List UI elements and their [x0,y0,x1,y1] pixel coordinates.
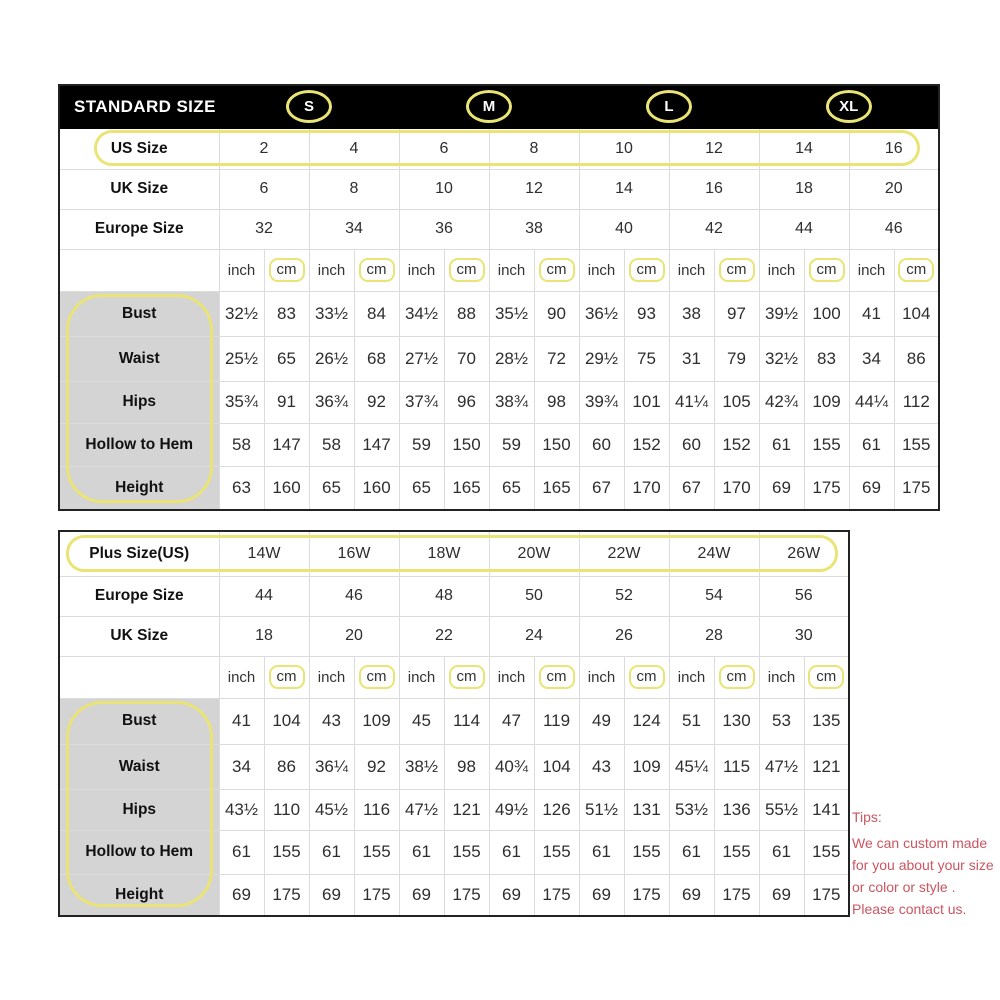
measurement-row [59,336,939,381]
unit-cell-cm [444,656,489,698]
measurement-cell: 69 [669,874,714,916]
measurement-cell: 83 [264,291,309,336]
measurement-cell: 90 [534,291,579,336]
row-label: Hollow to Hem [59,423,219,466]
measurement-cell: 42¾ [759,381,804,423]
measurement-cell: 39¾ [579,381,624,423]
measurement-row [59,789,849,830]
size-cell: 24 [489,616,579,656]
measurement-cell: 88 [444,291,489,336]
measurement-cell: 49½ [489,789,534,830]
measurement-cell: 47 [489,698,534,744]
measurement-cell: 61 [579,830,624,874]
row-label: Hollow to Hem [59,830,219,874]
measurement-cell: 51 [669,698,714,744]
size-group-badge: L [646,90,692,123]
measurement-cell: 38 [669,291,714,336]
measurement-row [59,874,849,916]
size-cell: 22 [399,616,489,656]
measurement-cell: 147 [264,423,309,466]
size-cell: 6 [219,169,309,209]
unit-cell-inch: inch [399,249,444,291]
size-cell: 10 [399,169,489,209]
measurement-cell: 69 [759,874,804,916]
measurement-cell: 155 [804,423,849,466]
measurement-cell: 98 [444,744,489,789]
measurement-cell: 35¾ [219,381,264,423]
cm-highlight-box: cm [449,665,485,688]
measurement-cell: 121 [804,744,849,789]
measurement-cell: 100 [804,291,849,336]
measurement-cell: 101 [624,381,669,423]
measurement-cell: 69 [399,874,444,916]
unit-cell-inch: inch [219,249,264,291]
measurement-cell: 141 [804,789,849,830]
unit-cell-inch: inch [579,656,624,698]
measurement-cell: 39½ [759,291,804,336]
measurement-row [59,744,849,789]
measurement-cell: 58 [309,423,354,466]
measurement-cell: 61 [219,830,264,874]
unit-cell-inch: inch [219,656,264,698]
measurement-cell: 175 [444,874,489,916]
measurement-cell: 47½ [399,789,444,830]
measurement-cell: 60 [669,423,714,466]
cm-highlight-box: cm [629,258,665,281]
measurement-cell: 150 [534,423,579,466]
size-cell: 16W [309,531,399,576]
size-cell: 28 [669,616,759,656]
row-label: Europe Size [59,576,219,616]
size-cell: 36 [399,209,489,249]
row-label-empty [59,249,219,291]
measurement-row [59,830,849,874]
measurement-cell: 61 [759,423,804,466]
measurement-cell: 61 [669,830,714,874]
row-label: Height [59,874,219,916]
measurement-cell: 41¼ [669,381,714,423]
measurement-cell: 41 [219,698,264,744]
measurement-cell: 65 [309,466,354,510]
row-label: Bust [59,698,219,744]
measurement-cell: 67 [579,466,624,510]
size-cell: 14 [759,128,849,169]
tips-line: for you about your size [852,857,994,873]
row-label: UK Size [59,169,219,209]
measurement-cell: 45¼ [669,744,714,789]
measurement-cell: 152 [714,423,759,466]
unit-cell-cm [264,656,309,698]
measurement-cell: 175 [534,874,579,916]
size-cell: 24W [669,531,759,576]
measurement-cell: 84 [354,291,399,336]
unit-cell-cm [714,656,759,698]
unit-cell-cm [534,656,579,698]
measurement-cell: 55½ [759,789,804,830]
tips-note [852,806,1000,920]
size-group-badge: S [286,90,332,123]
measurement-cell: 45 [399,698,444,744]
cm-highlight-box: cm [629,665,665,688]
size-cell: 54 [669,576,759,616]
size-cell: 46 [849,209,939,249]
measurement-cell: 53 [759,698,804,744]
cm-highlight-box: cm [269,665,305,688]
size-cell: 14W [219,531,309,576]
tips-title: Tips: [852,809,882,825]
size-cell: 4 [309,128,399,169]
measurement-cell: 109 [354,698,399,744]
size-group-badge: M [466,90,512,123]
measurement-cell: 36¼ [309,744,354,789]
measurement-cell: 25½ [219,336,264,381]
measurement-cell: 160 [264,466,309,510]
measurement-cell: 110 [264,789,309,830]
measurement-cell: 109 [804,381,849,423]
measurement-cell: 69 [489,874,534,916]
measurement-cell: 98 [534,381,579,423]
measurement-cell: 61 [759,830,804,874]
measurement-cell: 38½ [399,744,444,789]
size-cell: 18W [399,531,489,576]
measurement-cell: 61 [489,830,534,874]
measurement-cell: 130 [714,698,759,744]
measurement-cell: 59 [489,423,534,466]
cm-highlight-box: cm [719,258,755,281]
table-title: STANDARD SIZE [59,85,219,128]
measurement-cell: 72 [534,336,579,381]
measurement-cell: 69 [759,466,804,510]
measurement-cell: 155 [804,830,849,874]
measurement-cell: 121 [444,789,489,830]
cm-highlight-box: cm [269,258,305,281]
size-cell: 16 [669,169,759,209]
size-group-cell [219,85,399,128]
measurement-cell: 91 [264,381,309,423]
measurement-cell: 131 [624,789,669,830]
measurement-cell: 35½ [489,291,534,336]
cm-highlight-box: cm [719,665,755,688]
row-label: Waist [59,744,219,789]
size-row [59,128,939,169]
unit-cell-inch: inch [759,249,804,291]
tips-line: We can custom made [852,835,988,851]
measurement-row [59,423,939,466]
measurement-cell: 53½ [669,789,714,830]
measurement-cell: 69 [579,874,624,916]
unit-cell-cm [804,656,849,698]
measurement-row [59,698,849,744]
size-cell: 44 [219,576,309,616]
unit-cell-inch: inch [579,249,624,291]
measurement-cell: 136 [714,789,759,830]
size-cell: 6 [399,128,489,169]
measurement-cell: 67 [669,466,714,510]
size-row [59,531,849,576]
measurement-cell: 175 [894,466,939,510]
measurement-cell: 61 [399,830,444,874]
row-label: Europe Size [59,209,219,249]
size-row [59,616,849,656]
unit-cell-cm [534,249,579,291]
measurement-cell: 93 [624,291,669,336]
measurement-cell: 43½ [219,789,264,830]
unit-cell-cm [894,249,939,291]
measurement-cell: 165 [444,466,489,510]
size-cell: 12 [669,128,759,169]
unit-cell-inch: inch [759,656,804,698]
measurement-cell: 69 [849,466,894,510]
measurement-row [59,291,939,336]
measurement-cell: 155 [714,830,759,874]
row-label: Hips [59,381,219,423]
measurement-cell: 175 [804,466,849,510]
size-cell: 8 [309,169,399,209]
size-cell: 22W [579,531,669,576]
size-cell: 32 [219,209,309,249]
measurement-cell: 36¾ [309,381,354,423]
size-row [59,169,939,209]
size-cell: 12 [489,169,579,209]
measurement-cell: 105 [714,381,759,423]
measurement-cell: 70 [444,336,489,381]
measurement-cell: 63 [219,466,264,510]
measurement-cell: 147 [354,423,399,466]
measurement-cell: 160 [354,466,399,510]
measurement-cell: 36½ [579,291,624,336]
row-label: Plus Size(US) [59,531,219,576]
measurement-cell: 155 [894,423,939,466]
cm-highlight-box: cm [898,258,934,281]
size-group-cell [759,85,939,128]
measurement-cell: 44¼ [849,381,894,423]
measurement-cell: 68 [354,336,399,381]
measurement-cell: 175 [714,874,759,916]
size-cell: 48 [399,576,489,616]
measurement-cell: 32½ [219,291,264,336]
cm-highlight-box: cm [809,258,845,281]
measurement-cell: 124 [624,698,669,744]
measurement-cell: 170 [624,466,669,510]
measurement-cell: 109 [624,744,669,789]
size-cell: 46 [309,576,399,616]
cm-highlight-box: cm [359,665,395,688]
size-group-cell [579,85,759,128]
measurement-cell: 31 [669,336,714,381]
measurement-cell: 119 [534,698,579,744]
measurement-cell: 29½ [579,336,624,381]
size-cell: 20W [489,531,579,576]
measurement-cell: 27½ [399,336,444,381]
measurement-cell: 155 [264,830,309,874]
row-label-empty [59,656,219,698]
measurement-cell: 155 [534,830,579,874]
measurement-cell: 152 [624,423,669,466]
unit-cell-cm [264,249,309,291]
size-cell: 20 [849,169,939,209]
measurement-cell: 75 [624,336,669,381]
row-label: Waist [59,336,219,381]
measurement-cell: 155 [624,830,669,874]
measurement-cell: 26½ [309,336,354,381]
size-row [59,576,849,616]
measurement-cell: 92 [354,381,399,423]
unit-cell-cm [714,249,759,291]
table-header-bar [59,85,939,128]
measurement-row [59,466,939,510]
measurement-cell: 34 [219,744,264,789]
measurement-cell: 34½ [399,291,444,336]
measurement-cell: 59 [399,423,444,466]
measurement-cell: 69 [309,874,354,916]
measurement-cell: 150 [444,423,489,466]
measurement-cell: 83 [804,336,849,381]
standard-size-table [58,84,940,511]
measurement-cell: 165 [534,466,579,510]
unit-cell-inch: inch [309,656,354,698]
measurement-cell: 69 [219,874,264,916]
measurement-cell: 155 [444,830,489,874]
unit-cell-inch: inch [399,656,444,698]
measurement-cell: 61 [309,830,354,874]
unit-cell-inch: inch [489,249,534,291]
measurement-cell: 175 [264,874,309,916]
size-cell: 30 [759,616,849,656]
unit-row [59,656,849,698]
unit-cell-cm [444,249,489,291]
measurement-cell: 175 [354,874,399,916]
size-cell: 2 [219,128,309,169]
measurement-cell: 79 [714,336,759,381]
measurement-cell: 135 [804,698,849,744]
measurement-cell: 43 [579,744,624,789]
measurement-row [59,381,939,423]
cm-highlight-box: cm [808,665,844,688]
measurement-cell: 112 [894,381,939,423]
measurement-cell: 28½ [489,336,534,381]
measurement-cell: 175 [624,874,669,916]
size-cell: 52 [579,576,669,616]
unit-cell-inch: inch [669,249,714,291]
measurement-cell: 170 [714,466,759,510]
row-label: Hips [59,789,219,830]
measurement-cell: 86 [894,336,939,381]
row-label: Bust [59,291,219,336]
unit-row [59,249,939,291]
measurement-cell: 175 [804,874,849,916]
size-cell: 18 [759,169,849,209]
plus-size-table [58,530,850,917]
measurement-cell: 38¾ [489,381,534,423]
measurement-cell: 114 [444,698,489,744]
measurement-cell: 155 [354,830,399,874]
unit-cell-cm [624,249,669,291]
size-cell: 56 [759,576,849,616]
size-row [59,209,939,249]
size-cell: 40 [579,209,669,249]
cm-highlight-box: cm [359,258,395,281]
measurement-cell: 97 [714,291,759,336]
cm-highlight-box: cm [449,258,485,281]
size-cell: 26 [579,616,669,656]
unit-cell-inch: inch [669,656,714,698]
measurement-cell: 47½ [759,744,804,789]
tips-line: Please contact us. [852,901,967,917]
unit-cell-inch: inch [849,249,894,291]
unit-cell-inch: inch [489,656,534,698]
size-cell: 10 [579,128,669,169]
measurement-cell: 33½ [309,291,354,336]
unit-cell-cm [624,656,669,698]
size-cell: 42 [669,209,759,249]
measurement-cell: 116 [354,789,399,830]
row-label: US Size [59,128,219,169]
measurement-cell: 40¾ [489,744,534,789]
size-cell: 44 [759,209,849,249]
measurement-cell: 32½ [759,336,804,381]
row-label: UK Size [59,616,219,656]
unit-cell-cm [354,656,399,698]
size-cell: 20 [309,616,399,656]
measurement-cell: 61 [849,423,894,466]
size-cell: 34 [309,209,399,249]
measurement-cell: 34 [849,336,894,381]
measurement-cell: 58 [219,423,264,466]
unit-cell-cm [804,249,849,291]
measurement-cell: 104 [534,744,579,789]
measurement-cell: 45½ [309,789,354,830]
measurement-cell: 37¾ [399,381,444,423]
measurement-cell: 43 [309,698,354,744]
tips-line: or color or style . [852,879,956,895]
measurement-cell: 49 [579,698,624,744]
measurement-cell: 60 [579,423,624,466]
size-cell: 8 [489,128,579,169]
measurement-cell: 65 [489,466,534,510]
measurement-cell: 65 [264,336,309,381]
measurement-cell: 96 [444,381,489,423]
size-cell: 18 [219,616,309,656]
unit-cell-cm [354,249,399,291]
size-cell: 26W [759,531,849,576]
measurement-cell: 92 [354,744,399,789]
measurement-cell: 115 [714,744,759,789]
size-cell: 16 [849,128,939,169]
measurement-cell: 86 [264,744,309,789]
size-group-badge: XL [826,90,872,123]
unit-cell-inch: inch [309,249,354,291]
size-cell: 50 [489,576,579,616]
cm-highlight-box: cm [539,665,575,688]
measurement-cell: 51½ [579,789,624,830]
cm-highlight-box: cm [539,258,575,281]
measurement-cell: 104 [894,291,939,336]
measurement-cell: 65 [399,466,444,510]
size-group-cell [399,85,579,128]
row-label: Height [59,466,219,510]
measurement-cell: 41 [849,291,894,336]
measurement-cell: 104 [264,698,309,744]
measurement-cell: 126 [534,789,579,830]
size-cell: 14 [579,169,669,209]
size-cell: 38 [489,209,579,249]
